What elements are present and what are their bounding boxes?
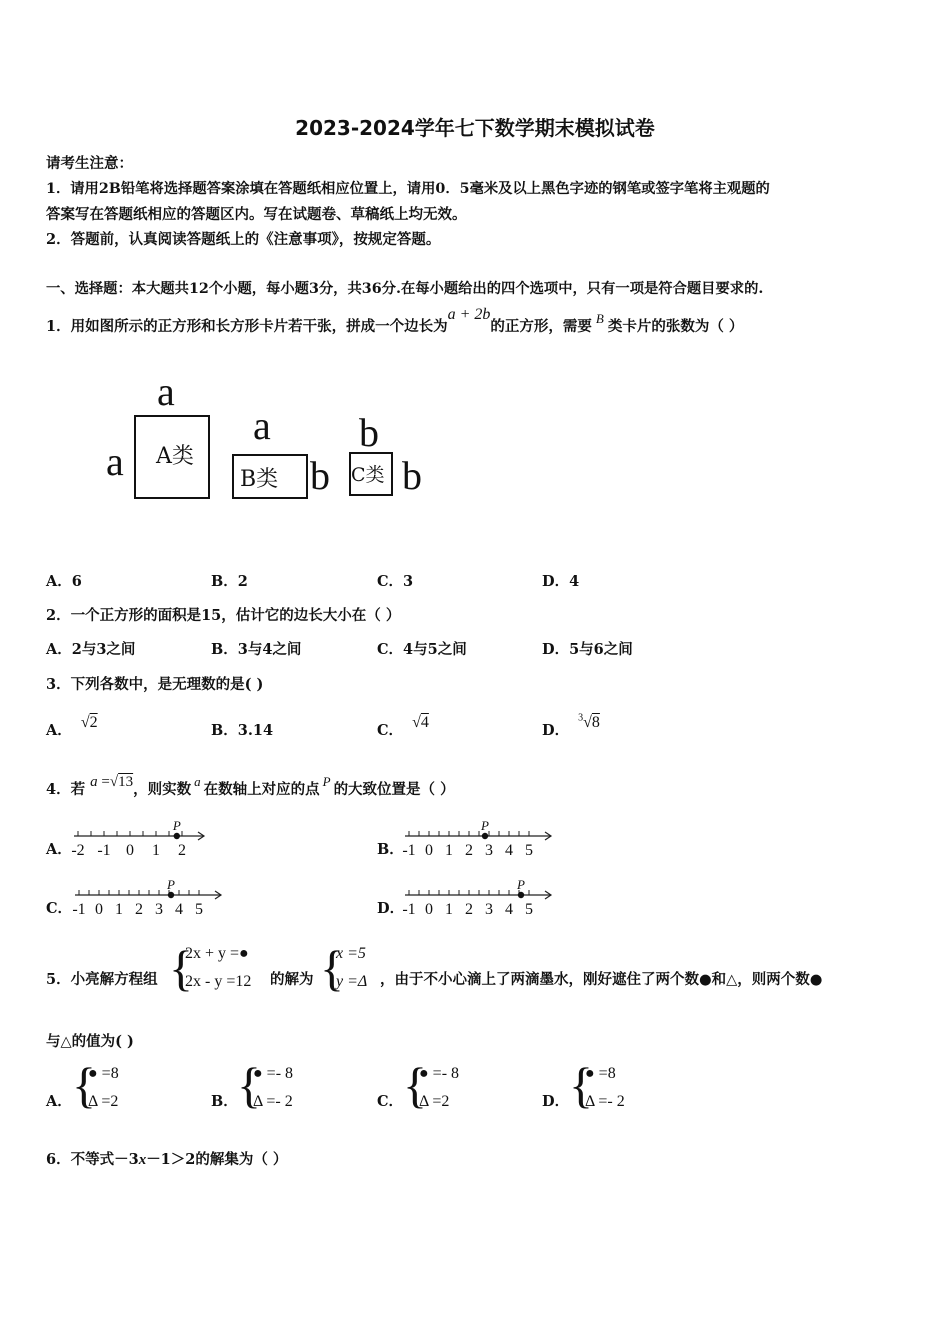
q5-option-b-line2: Δ =- 2	[253, 1093, 293, 1110]
q4-option-c-numberline[interactable]	[70, 877, 230, 919]
point-p	[482, 833, 488, 839]
question-4	[46, 774, 455, 799]
q2-option-d[interactable]: D．5与6之间	[542, 641, 633, 658]
point-p-label: P	[167, 877, 175, 892]
q5-eq2: 2x - y =12	[185, 973, 252, 990]
q4-option-b-numberline[interactable]	[400, 818, 560, 860]
q5-option-b-brace: {	[237, 1057, 261, 1113]
point-p-label: P	[481, 818, 489, 833]
q5-option-a-line1: ● =8	[88, 1065, 119, 1082]
q3-option-a-label: A．	[46, 722, 72, 739]
card-b-label: B类	[240, 467, 279, 492]
tick-label: -1	[402, 901, 416, 918]
q4-math-cond: a =√13	[90, 774, 134, 790]
q5-option-d-brace: {	[569, 1057, 593, 1113]
question-2: 2．一个正方形的面积是15，估计它的边长大小在（ ）	[46, 607, 401, 624]
point-p	[168, 892, 174, 898]
question-6	[46, 1148, 287, 1169]
point-p-label: P	[517, 877, 525, 892]
q5-option-d-line1: ● =8	[585, 1065, 616, 1082]
card-a-label: A类	[156, 444, 194, 469]
notice-item-1-cont: 答案写在答题纸相应的答题区内。写在试题卷、草稿纸上均无效。	[46, 206, 467, 223]
point-p-label: P	[172, 818, 181, 833]
q5-text-d: 与△的值为( )	[46, 1033, 134, 1050]
q5-option-b-label[interactable]: B．	[211, 1093, 238, 1110]
point-p	[174, 833, 180, 839]
q1-figure	[100, 370, 440, 510]
q2-option-c[interactable]: C．4与5之间	[377, 641, 467, 658]
notice-heading: 请考生注意：	[46, 155, 133, 172]
q4-cond-lhs: a	[90, 774, 98, 790]
q3-option-c[interactable]	[377, 714, 429, 740]
fig-c-top-label: b	[359, 410, 379, 455]
tick-label: -1	[72, 901, 86, 918]
q1-text-c: 类卡片的张数为（ ）	[607, 318, 744, 335]
q4-option-b-label[interactable]: B．	[377, 841, 404, 858]
q5-eq1: 2x + y =●	[185, 945, 249, 962]
tick-label: 5	[525, 901, 533, 918]
q5-option-c-line2: Δ =2	[419, 1093, 450, 1110]
fig-a-left-label: a	[106, 439, 124, 484]
q3-option-c-radicand: 4	[420, 714, 429, 731]
tick-label: 3	[485, 901, 493, 918]
q3-option-b[interactable]: B．3.14	[211, 722, 274, 739]
tick-label: 2	[178, 842, 186, 859]
q3-option-d-label: D．	[542, 722, 570, 739]
tick-label: 1	[152, 842, 160, 859]
q3-cube-index: 3	[578, 712, 584, 724]
point-p	[518, 892, 524, 898]
q1-text-b: 的正方形，需要	[490, 318, 592, 335]
q1-option-a[interactable]: A．6	[46, 573, 82, 590]
question-1	[46, 306, 744, 336]
q4-text-d: 的大致位置是（ ）	[333, 781, 455, 798]
q5-option-d-line2: Δ =- 2	[585, 1093, 625, 1110]
q6-var: x	[138, 1152, 147, 1168]
q1-text-a: 1．用如图所示的正方形和长方形卡片若干张，拼成一个边长为	[46, 318, 448, 335]
q5-option-b-values[interactable]	[253, 1060, 293, 1116]
tick-label: 1	[445, 901, 453, 918]
q3-option-c-label: C．	[377, 722, 404, 739]
fig-b-right-label: b	[310, 453, 330, 498]
q5-option-c-label[interactable]: C．	[377, 1093, 404, 1110]
fig-c-right-label: b	[402, 453, 422, 498]
tick-label: 4	[175, 901, 183, 918]
section-heading: 一、选择题：本大题共12个小题，每小题3分，共36分.在每小题给出的四个选项中，只有一项是符合题目要求的.	[46, 281, 764, 297]
q4-math-p: P	[322, 774, 331, 789]
q5-system	[185, 940, 251, 996]
tick-label: 2	[465, 901, 473, 918]
card-a	[134, 415, 210, 499]
q3-option-a[interactable]	[46, 714, 98, 740]
q2-option-a[interactable]: A．2与3之间	[46, 641, 136, 658]
q3-option-d-math: $^3$√8	[578, 712, 600, 731]
q5-solution-brace: {	[320, 940, 344, 996]
q5-option-a-values[interactable]	[88, 1060, 119, 1116]
q6-text-b: －1＞2的解集为（ ）	[146, 1151, 288, 1168]
q5-option-b-line1: ● =- 8	[253, 1065, 294, 1082]
q5-text-b: 的解为	[270, 971, 314, 988]
q4-math-a: a	[194, 774, 201, 789]
q4-option-d-label[interactable]: D．	[377, 900, 405, 917]
q4-option-a-label[interactable]: A．	[46, 841, 72, 858]
q5-option-c-brace: {	[403, 1057, 427, 1113]
q5-option-d-label[interactable]: D．	[542, 1093, 570, 1110]
question-3: 3．下列各数中，是无理数的是( )	[46, 676, 264, 693]
tick-label: 5	[195, 901, 203, 918]
q5-option-a-label[interactable]: A．	[46, 1093, 72, 1110]
q1-option-d[interactable]: D．4	[542, 573, 580, 590]
q5-option-c-values[interactable]	[419, 1060, 459, 1116]
q3-option-d[interactable]	[542, 712, 600, 740]
q5-solution	[336, 940, 367, 996]
q5-sol-y: y =Δ	[336, 973, 368, 990]
q1-option-c[interactable]: C．3	[377, 573, 414, 590]
q6-text-a: 6．不等式－3	[46, 1151, 139, 1168]
tick-label: -1	[97, 842, 111, 859]
card-c-label: C类	[351, 464, 385, 486]
q1-option-b[interactable]: B．2	[211, 573, 248, 590]
fig-a-top-label: a	[157, 369, 175, 414]
q5-text-a: 5．小亮解方程组	[46, 971, 158, 988]
tick-label: 4	[505, 842, 513, 859]
q3-option-c-math: √4	[412, 714, 429, 731]
notice-item-2: 2．答题前，认真阅读答题纸上的《注意事项》，按规定答题。	[46, 231, 441, 248]
q4-cond-radicand: 13	[118, 774, 134, 790]
q3-option-a-math: √2	[80, 714, 98, 731]
q5-option-d-values[interactable]	[585, 1060, 625, 1116]
q4-option-d-numberline[interactable]	[400, 877, 560, 919]
tick-label: 0	[425, 842, 433, 859]
notice-item-1: 1．请用2B铅笔将选择题答案涂填在答题纸相应位置上，请用0．5毫米及以上黑色字迹的钢笔或签字笔将主观题的	[46, 181, 770, 197]
q1-math-side: a + 2b	[447, 306, 491, 323]
q4-text-c: 在数轴上对应的点	[203, 781, 320, 798]
tick-label: 1	[115, 901, 123, 918]
page-title: 2023-2024学年七下数学期末模拟试卷	[295, 116, 655, 140]
tick-label: 4	[505, 901, 513, 918]
tick-label: 2	[465, 842, 473, 859]
q1-math-b: B	[595, 311, 604, 326]
q5-option-a-line2: Δ =2	[88, 1093, 119, 1110]
q2-option-b[interactable]: B．3与4之间	[211, 641, 302, 658]
tick-label: 3	[485, 842, 493, 859]
tick-label: -1	[402, 842, 416, 859]
card-c	[349, 452, 393, 496]
q5-sol-x: x =5	[336, 945, 366, 962]
q3-option-a-radicand: 2	[89, 714, 98, 731]
q5-system-brace: {	[169, 940, 193, 996]
tick-label: 0	[425, 901, 433, 918]
q4-option-a-numberline[interactable]	[70, 818, 220, 860]
q5-option-a-brace: {	[72, 1057, 96, 1113]
q3-option-d-radicand: 8	[591, 714, 600, 731]
card-b	[232, 454, 308, 499]
tick-label: 0	[126, 842, 134, 859]
q4-text-b: ，则实数	[133, 781, 192, 798]
tick-label: 3	[155, 901, 163, 918]
tick-label: 2	[135, 901, 143, 918]
tick-label: 5	[525, 842, 533, 859]
q5-text-c: ，由于不小心滴上了两滴墨水，刚好遮住了两个数●和△，则两个数●	[380, 971, 823, 988]
fig-b-top-label: a	[253, 403, 271, 448]
q4-cond-eq: =	[101, 774, 110, 790]
tick-label: 0	[95, 901, 103, 918]
q4-option-c-label[interactable]: C．	[46, 900, 73, 917]
tick-label: 1	[445, 842, 453, 859]
q4-text-a: 4．若	[46, 781, 86, 798]
tick-label: -2	[71, 842, 85, 859]
q5-option-c-line1: ● =- 8	[419, 1065, 460, 1082]
